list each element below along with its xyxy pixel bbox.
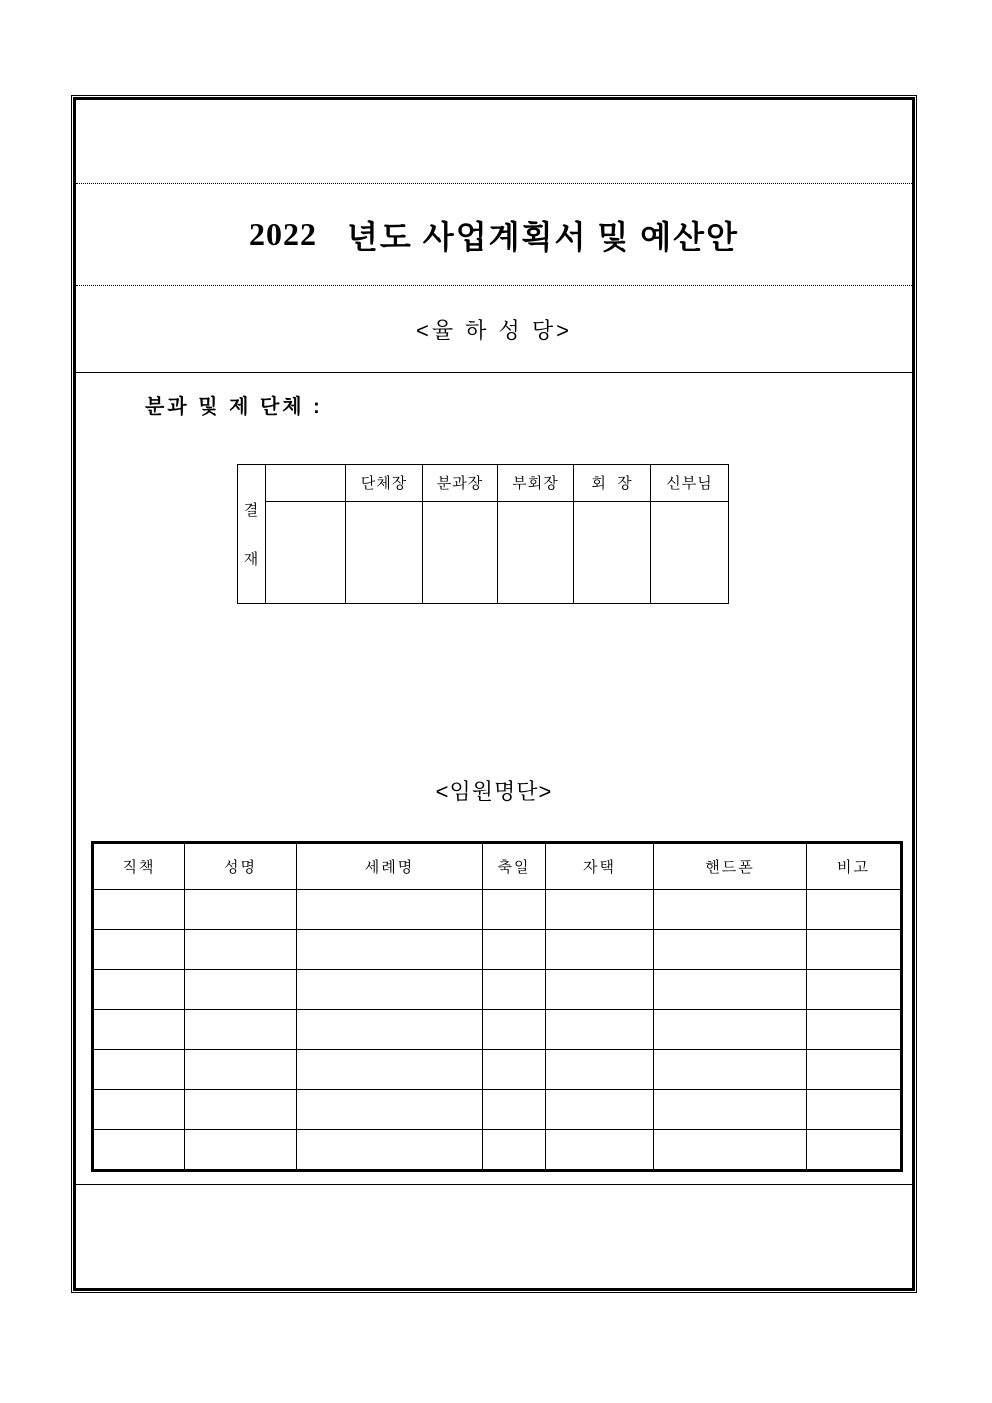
roster-empty-cell — [483, 1050, 546, 1090]
bottom-blank-section — [76, 1185, 912, 1288]
roster-col-header-feast-day: 축일 — [483, 843, 546, 890]
roster-empty-cell — [654, 1090, 807, 1130]
roster-empty-cell — [185, 1130, 297, 1171]
roster-empty-cell — [483, 1010, 546, 1050]
roster-empty-cell — [483, 970, 546, 1010]
roster-empty-cell — [297, 890, 483, 930]
roster-empty-cell — [93, 970, 185, 1010]
roster-empty-cell — [93, 1130, 185, 1171]
roster-empty-cell — [185, 890, 297, 930]
roster-title: <임원명단> — [435, 779, 553, 804]
roster-empty-cell — [185, 1010, 297, 1050]
roster-empty-cell — [483, 1090, 546, 1130]
roster-empty-cell — [297, 1130, 483, 1171]
roster-empty-cell — [185, 970, 297, 1010]
roster-table — [91, 841, 903, 1172]
subtitle-section — [76, 286, 912, 373]
roster-empty-row — [93, 890, 902, 930]
roster-header-row — [93, 843, 902, 890]
roster-col-header-position: 직책 — [93, 843, 185, 890]
roster-empty-cell — [483, 930, 546, 970]
approval-col-header: 단체장 — [346, 465, 423, 502]
roster-empty-cell — [654, 930, 807, 970]
roster-empty-cell — [546, 1090, 654, 1130]
roster-col-header-name: 성명 — [185, 843, 297, 890]
approval-row-label — [238, 465, 266, 604]
roster-empty-cell — [297, 1050, 483, 1090]
roster-empty-cell — [654, 970, 807, 1010]
roster-empty-cell — [297, 970, 483, 1010]
main-section — [76, 373, 912, 1185]
roster-empty-row — [93, 970, 902, 1010]
roster-empty-cell — [93, 1050, 185, 1090]
roster-col-header-cell-phone: 핸드폰 — [654, 843, 807, 890]
roster-empty-cell — [546, 930, 654, 970]
approval-signature-row — [238, 501, 729, 603]
roster-empty-cell — [93, 930, 185, 970]
roster-empty-cell — [185, 930, 297, 970]
roster-empty-cell — [546, 1130, 654, 1171]
roster-empty-cell — [654, 1130, 807, 1171]
approval-signature-cell — [346, 501, 423, 603]
title-section — [76, 184, 912, 286]
approval-signature-cell — [651, 501, 729, 603]
roster-empty-cell — [807, 1130, 902, 1171]
roster-empty-cell — [297, 930, 483, 970]
approval-label-stack — [238, 499, 265, 569]
roster-empty-cell — [654, 890, 807, 930]
page-title: 년도 사업계획서 및 예산안 — [346, 218, 740, 255]
page-border-inner — [73, 97, 915, 1291]
roster-empty-cell — [93, 890, 185, 930]
roster-empty-cell — [807, 890, 902, 930]
roster-empty-cell — [807, 930, 902, 970]
roster-empty-row — [93, 930, 902, 970]
page-border-frame — [71, 95, 917, 1293]
roster-empty-cell — [807, 1050, 902, 1090]
roster-empty-cell — [483, 1130, 546, 1171]
roster-col-header-baptismal-name: 세례명 — [297, 843, 483, 890]
roster-empty-cell — [546, 1010, 654, 1050]
approval-signature-cell — [423, 501, 498, 603]
roster-empty-cell — [297, 1090, 483, 1130]
roster-table-body — [93, 890, 902, 1171]
approval-col-header: 분과장 — [423, 465, 498, 502]
roster-empty-row — [93, 1010, 902, 1050]
roster-empty-cell — [807, 1090, 902, 1130]
roster-empty-cell — [654, 1050, 807, 1090]
roster-empty-cell — [807, 970, 902, 1010]
approval-signature-cell — [574, 501, 651, 603]
approval-signature-cell — [498, 501, 574, 603]
roster-empty-cell — [297, 1010, 483, 1050]
roster-empty-cell — [546, 1050, 654, 1090]
roster-empty-row — [93, 1050, 902, 1090]
roster-empty-cell — [185, 1050, 297, 1090]
roster-col-header-remarks: 비고 — [807, 843, 902, 890]
roster-empty-cell — [654, 1010, 807, 1050]
roster-empty-cell — [807, 1010, 902, 1050]
section-heading: 분과 및 제 단체 : — [145, 396, 323, 418]
approval-table — [237, 464, 729, 604]
roster-empty-cell — [93, 1090, 185, 1130]
approval-header-row — [238, 465, 729, 502]
roster-empty-cell — [546, 890, 654, 930]
roster-empty-row — [93, 1130, 902, 1171]
top-blank-section — [76, 100, 912, 184]
roster-empty-cell — [93, 1010, 185, 1050]
roster-empty-row — [93, 1090, 902, 1130]
roster-empty-cell — [546, 970, 654, 1010]
roster-empty-cell — [185, 1090, 297, 1130]
approval-col-header: 신부님 — [651, 465, 729, 502]
title-year: 2022 — [248, 216, 317, 252]
approval-label-char-2: 재 — [243, 551, 260, 568]
approval-label-char-1: 결 — [243, 502, 260, 519]
approval-col-header: 부회장 — [498, 465, 574, 502]
roster-empty-cell — [483, 890, 546, 930]
parish-name: <율 하 성 당> — [415, 317, 573, 343]
approval-col-header: 회 장 — [574, 465, 651, 502]
roster-col-header-home-phone: 자택 — [546, 843, 654, 890]
